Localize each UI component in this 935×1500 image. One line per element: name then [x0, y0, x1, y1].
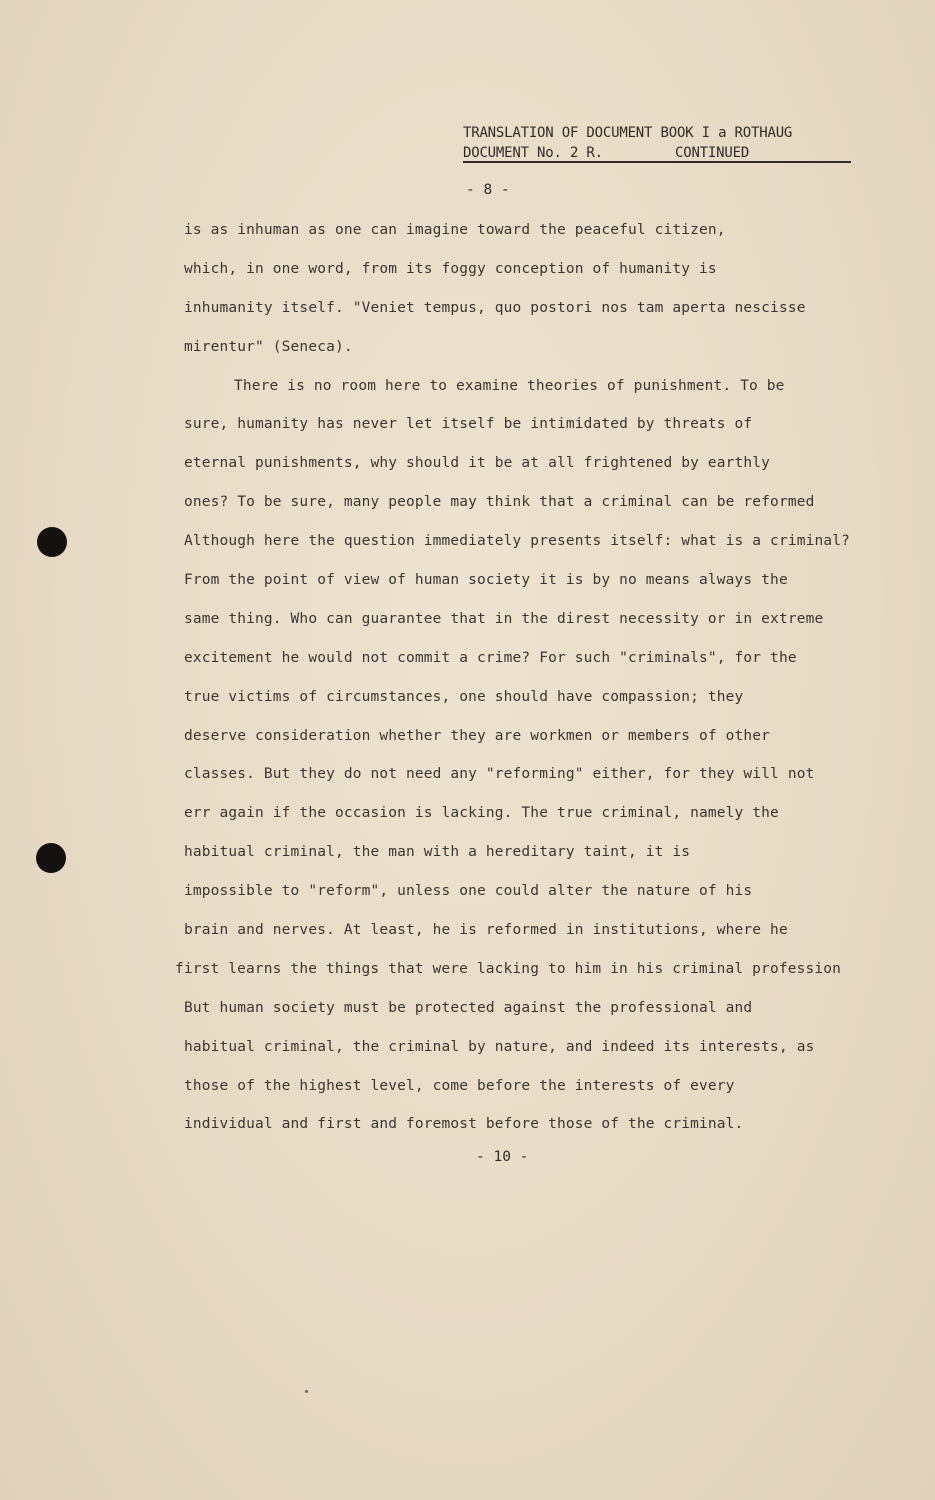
header-document-number: DOCUMENT No. 2 R. [463, 145, 603, 161]
text-line: But human society must be protected against the professional and [184, 999, 753, 1016]
text-line: classes. But they do not need any "reforming" either, for they will not [184, 766, 815, 783]
body-text [175, 220, 904, 1153]
text-line: same thing. Who can guarantee that in the direst necessity or in extreme [184, 610, 824, 627]
text-line: deserve consideration whether they are workmen or members of other [184, 727, 771, 744]
document-header [463, 123, 851, 163]
punch-hole [36, 843, 66, 873]
text-line: those of the highest level, come before the interests of every [184, 1077, 735, 1094]
text-line: ones? To be sure, many people may think that a criminal can be reformed [184, 494, 815, 511]
text-line: excitement he would not commit a crime? For such "criminals", for the [184, 649, 797, 666]
text-line: sure, humanity has never let itself be intimidated by threats of [184, 416, 753, 433]
text-line: From the point of view of human society it is by no means always the [184, 572, 788, 589]
text-line: Although here the question immediately presents itself: what is a criminal? [184, 533, 850, 550]
text-line: first learns the things that were lacking to him in his criminal profession [175, 960, 841, 977]
text-line: habitual criminal, the man with a hereditary taint, it is [184, 844, 691, 861]
page-number-bottom: - 10 - [476, 1149, 529, 1165]
page-number-top: - 8 - [466, 182, 510, 198]
header-title: TRANSLATION OF DOCUMENT BOOK I a ROTHAUG [463, 125, 793, 141]
paper-speck [305, 1390, 308, 1393]
text-line: individual and first and foremost before those of the criminal. [184, 1116, 744, 1133]
header-underline [463, 161, 851, 163]
punch-hole [37, 527, 67, 557]
text-line: habitual criminal, the criminal by nature, and indeed its interests, as [184, 1038, 815, 1055]
text-line: err again if the occasion is lacking. The true criminal, namely the [184, 805, 779, 822]
text-line: brain and nerves. At least, he is reformed in institutions, where he [184, 922, 788, 939]
header-continued: CONTINUED [675, 145, 750, 161]
text-line: inhumanity itself. "Veniet tempus, quo postori nos tam aperta nescisse [184, 299, 806, 316]
text-line: mirentur" (Seneca). [184, 338, 353, 355]
text-line: impossible to "reform", unless one could alter the nature of his [184, 883, 753, 900]
text-line: There is no room here to examine theories of punishment. To be [234, 377, 785, 394]
text-line: true victims of circumstances, one should have compassion; they [184, 688, 744, 705]
text-line: eternal punishments, why should it be at all frightened by earthly [184, 455, 771, 472]
text-line: which, in one word, from its foggy conception of humanity is [184, 260, 717, 277]
text-line: is as inhuman as one can imagine toward the peaceful citizen, [184, 222, 726, 238]
